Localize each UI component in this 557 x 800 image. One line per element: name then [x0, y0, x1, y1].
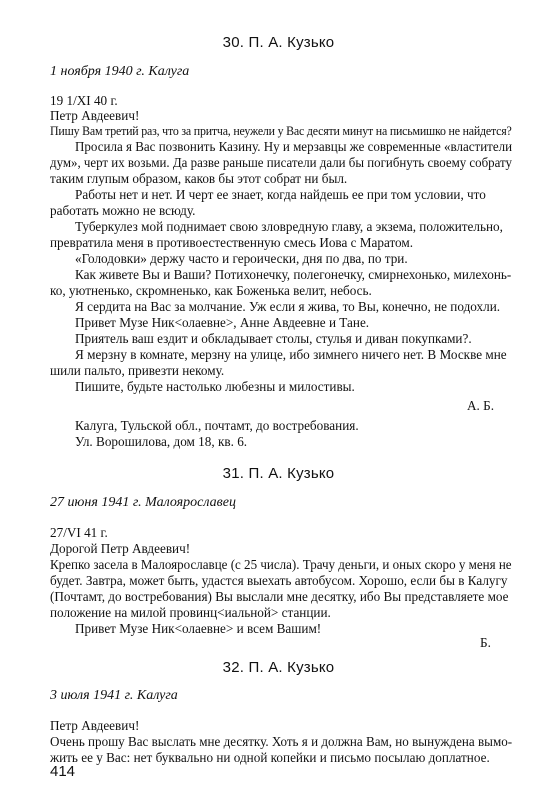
letter-31-date: 27/VI 41 г. — [50, 525, 108, 540]
letter-30-body-line: шили пальто, привезти некому. — [50, 363, 225, 378]
letter-30-body-line: таким глупым образом, каков бы этот собрат ни был. — [50, 171, 348, 186]
letter-30-dateline: 1 ноября 1940 г. Калуга — [50, 64, 190, 79]
letter-32-heading: 32. П. А. Кузько — [222, 659, 335, 676]
letter-30-body-line: Приятель ваш ездит и обкладывает столы, стулья и диван покупками?. — [75, 331, 472, 346]
letter-30-date: 19 1/XI 40 г. — [50, 93, 118, 108]
letter-30-body-line: Я сердита на Вас за молчание. Уж если я жива, то Вы, конечно, не подохли. — [75, 299, 501, 314]
letter-31-body-line: Привет Музе Ник<олаевне> и всем Вашим! — [75, 621, 322, 636]
letter-31-heading: 31. П. А. Кузько — [222, 465, 335, 482]
letter-30-heading: 30. П. А. Кузько — [222, 34, 335, 51]
letter-31-body-line: (Почтамт, до востребования) Вы выслали мне десятку, ибо Вы представляете мое — [50, 589, 509, 604]
letter-30-body-line: «Голодовки» держу часто и героически, дня по два, по три. — [75, 251, 408, 266]
letter-32-salutation: Петр Авдеевич! — [50, 718, 140, 733]
letter-30-body-line: Как живете Вы и Ваши? Потихонечку, полегонечку, смирнехонько, милехонь- — [75, 267, 512, 282]
letter-31-body-line: будет. Завтра, может быть, удастся выехать автобусом. Хорошо, если бы в Калугу — [50, 573, 508, 588]
letter-30-body-line: Пишу Вам третий раз, что за притча, неужели у Вас десяти минут на письмишко не найдется? — [50, 124, 512, 138]
letter-30-salutation: Петр Авдеевич! — [50, 108, 140, 123]
letter-30-body-line: Я мерзну в комнате, мерзну на улице, ибо зимнего ничего нет. В Москве мне — [75, 347, 507, 362]
letter-31-body-line: Крепко засела в Малоярославце (с 25 числа). Трачу деньги, и оных скоро у меня не — [50, 557, 512, 572]
letter-30-body-line: ко, уютненько, скромненько, как Боженька велит, небось. — [50, 283, 372, 298]
letter-31-body-line: положение на милой провинц<иальной> станции. — [50, 605, 331, 620]
letter-32-body-line: Очень прошу Вас выслать мне десятку. Хоть я и должна Вам, но вынуждена вымо- — [50, 734, 513, 749]
letter-30-body-line: Привет Музе Ник<олаевне>, Анне Авдеевне и Тане. — [75, 315, 370, 330]
letter-31-signature: Б. — [480, 635, 491, 650]
letter-30-signature: А. Б. — [467, 398, 494, 413]
letter-30-body-line: Пишите, будьте настолько любезны и милостивы. — [75, 379, 355, 394]
letter-30-body-line: Просила я Вас позвонить Казину. Ну и мерзавцы же современные «властители — [75, 139, 513, 154]
letter-31-salutation: Дорогой Петр Авдеевич! — [50, 541, 191, 556]
letter-30-body-line: Туберкулез мой поднимает свою зловредную главу, а экзема, положительно, — [75, 219, 503, 234]
letter-31-dateline: 27 июня 1941 г. Малоярославец — [50, 495, 236, 510]
letter-32-dateline: 3 июля 1941 г. Калуга — [50, 688, 178, 703]
letter-30-body-line: работать можно не всюду. — [50, 203, 196, 218]
letter-32-body-line: жить ее у Вас: нет буквально ни одной копейки и письмо посылаю доплатное. — [50, 750, 490, 765]
letter-30-body-line: Работы нет и нет. И черт ее знает, когда найдешь ее при том условии, что — [75, 187, 486, 202]
letter-30-body-line: превратила меня в противоестественную смесь Иова с Маратом. — [50, 235, 414, 250]
page-number: 414 — [50, 763, 76, 780]
letter-30-body-line: дум», черт их возьми. Да разве раньше писатели дали бы погибнуть своему собрату — [50, 155, 512, 170]
letter-30-address-line: Калуга, Тульской обл., почтамт, до востребования. — [75, 418, 359, 433]
letter-30-address-line: Ул. Ворошилова, дом 18, кв. 6. — [75, 434, 248, 449]
